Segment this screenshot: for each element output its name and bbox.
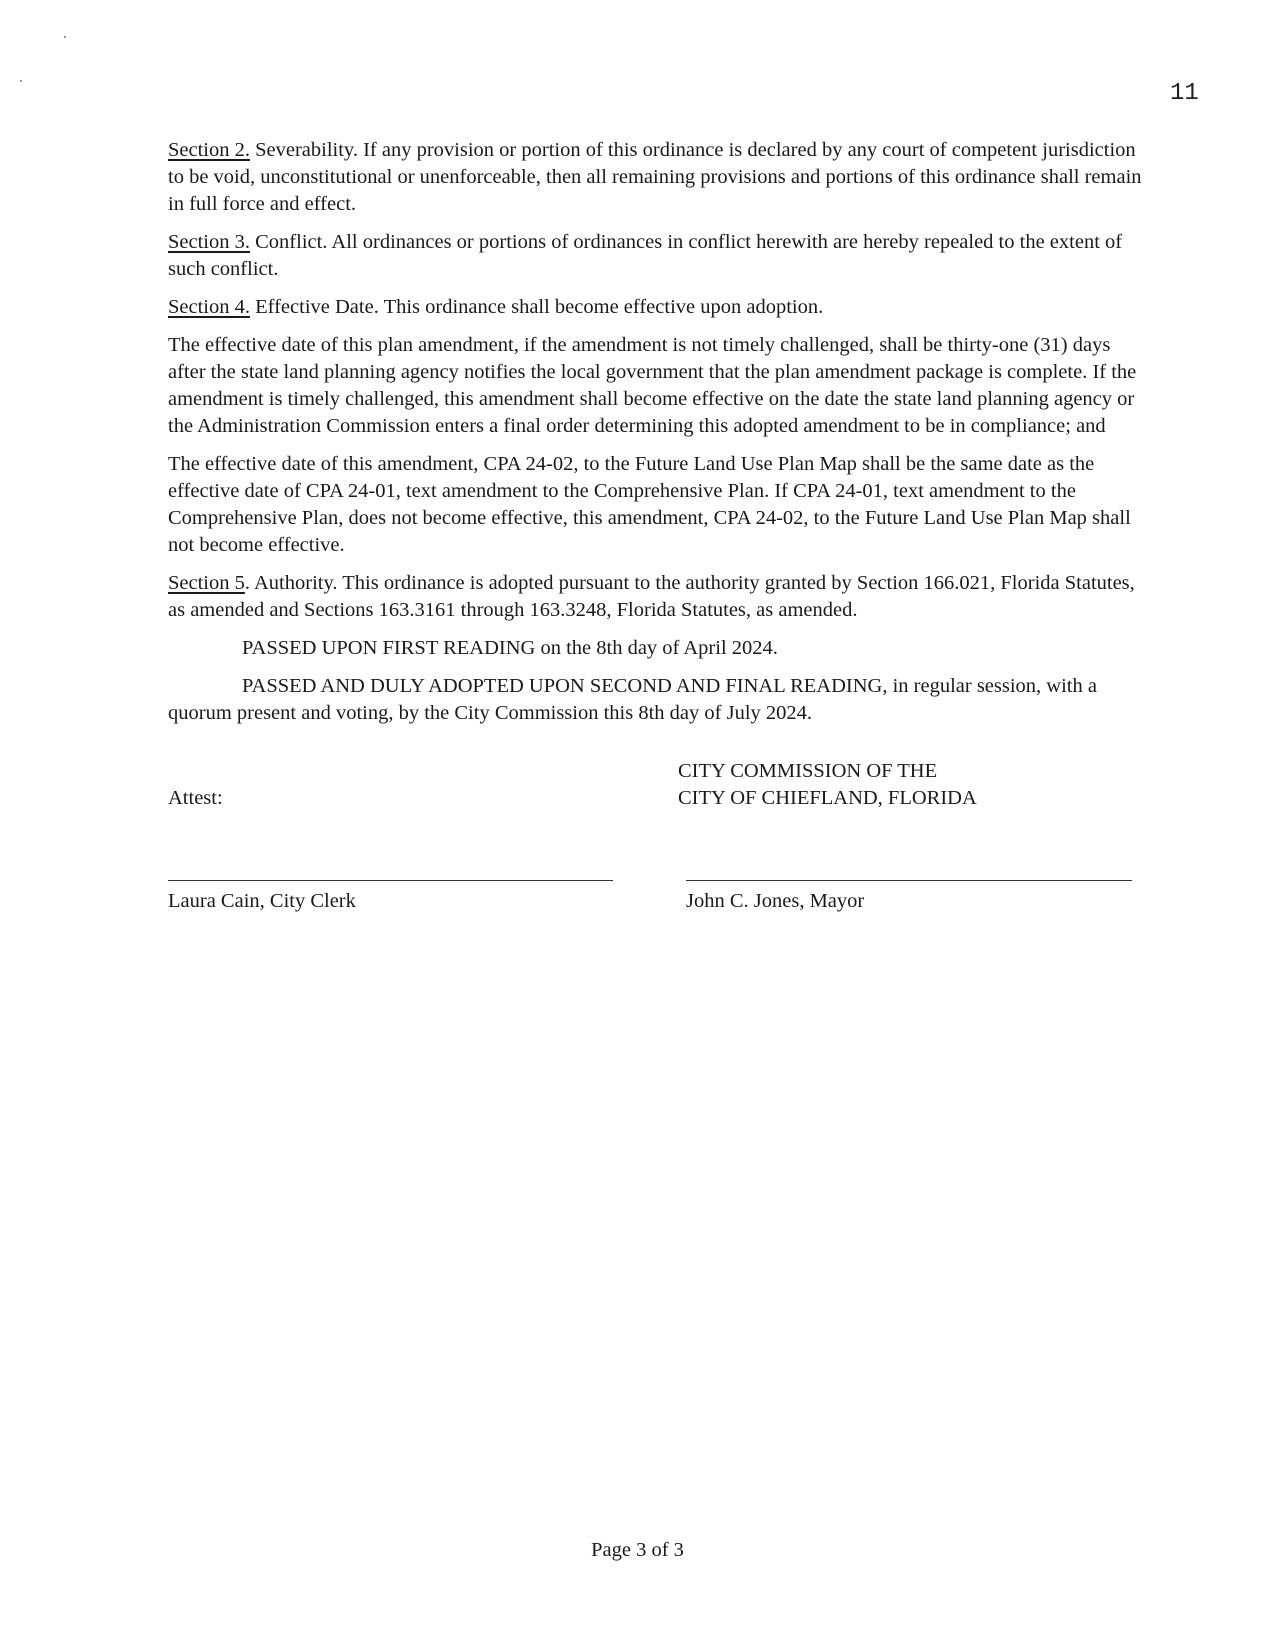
section-3-ref: Section 3. [168, 231, 250, 253]
section-3-paragraph [168, 229, 1143, 283]
section-5-ref: Section 5 [168, 572, 245, 594]
commission-block [678, 758, 977, 812]
clerk-signature-line [168, 880, 613, 881]
scan-speck [64, 36, 66, 38]
effective-date-paragraph: The effective date of this plan amendment, if the amendment is not timely challenged, shall be thirty-one (31) days after the state land planning agency notifies the local government that the plan amendment package is complete. If the amendment is timely challenged, this amendment shall become effective on the date the state land planning agency or the Administration Commission enters a final order determining this adopted amendment to be in compliance; and [168, 334, 1137, 437]
section-2-text: Severability. If any provision or portion of this ordinance is declared by any court of competent jurisdiction to be void, unconstitutional or unenforceable, then all remaining provisions and portions of this ordinance shall remain in full force and effect. [168, 139, 1142, 215]
section-3-text: Conflict. All ordinances or portions of ordinances in conflict herewith are hereby repealed to the extent of such conflict. [168, 231, 1123, 280]
scan-speck [20, 80, 22, 82]
second-reading-paragraph: PASSED AND DULY ADOPTED UPON SECOND AND FINAL READING, in regular session, with a quorum present and voting, by the City Commission this 8th day of July 2024. [168, 675, 1097, 724]
future-land-use-paragraph: The effective date of this amendment, CPA 24-02, to the Future Land Use Plan Map shall be the same date as the effective date of CPA 24-01, text amendment to the Comprehensive Plan. If CPA 24-01, text amendment to the Comprehensive Plan, does not become effective, this amendment, CPA 24-02, to the Future Land Use Plan Map shall not become effective. [168, 453, 1131, 556]
commission-line-2: CITY OF CHIEFLAND, FLORIDA [678, 787, 977, 809]
mayor-name: John C. Jones, Mayor [686, 890, 865, 912]
section-5-paragraph [168, 570, 1143, 624]
clerk-name: Laura Cain, City Clerk [168, 890, 356, 912]
section-4-text: Effective Date. This ordinance shall become effective upon adoption. [250, 296, 824, 318]
mayor-signature-line [686, 880, 1132, 881]
section-4-paragraph [168, 294, 1143, 321]
page-corner-number: 11 [1170, 80, 1199, 107]
section-2-paragraph [168, 137, 1143, 218]
section-4-ref: Section 4. [168, 296, 250, 318]
attest-label: Attest: [168, 787, 223, 809]
ordinance-body [168, 137, 1143, 738]
page-footer: Page 3 of 3 [591, 1539, 684, 1561]
section-5-text: . Authority. This ordinance is adopted pursuant to the authority granted by Section 166.021, Florida Statutes, as amended and Sections 163.3161 through 163.3248, Florida Statutes, as amended. [168, 572, 1135, 621]
first-reading-line: PASSED UPON FIRST READING on the 8th day of April 2024. [242, 637, 778, 659]
commission-line-1: CITY COMMISSION OF THE [678, 760, 938, 782]
section-2-ref: Section 2. [168, 139, 250, 161]
